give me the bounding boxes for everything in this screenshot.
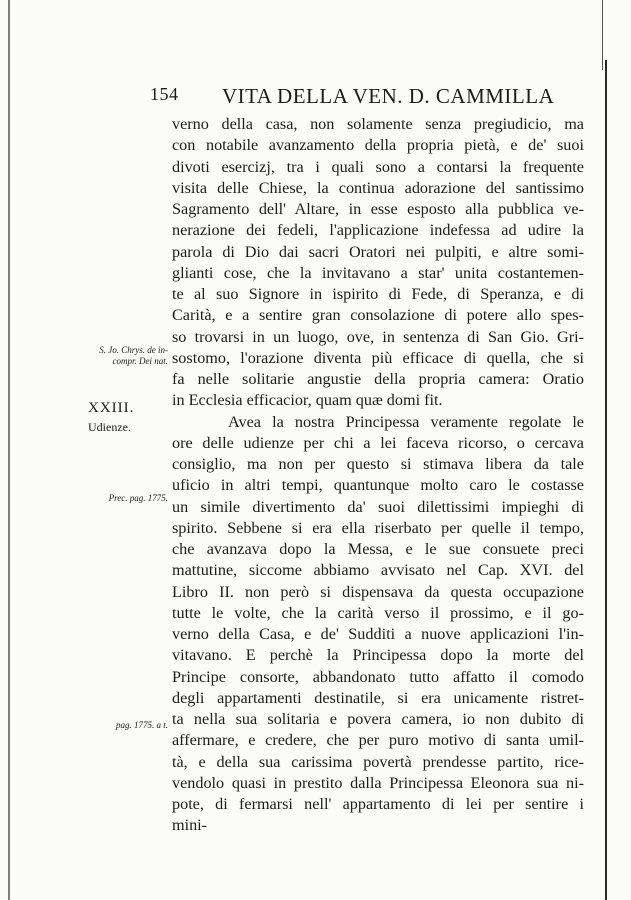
text-line: in Ecclesia efficacior, quam quæ domi fit.: [172, 391, 443, 410]
page-header: [150, 84, 590, 112]
text-line: Carità, e a sentire gran consolazione di potere allo spes-: [172, 306, 584, 325]
text-line: te al suo Signore in ispirito di Fede, di Speranza, e di: [172, 285, 584, 303]
text-line: con notabile avanzamento della propria pietà, e de' suoi: [172, 136, 584, 155]
margin-note-line: S. Jo. Chrys. de in-: [99, 345, 168, 355]
text-line: Sagramento dell' Altare, in esse esposto alla pubblica ve-: [172, 200, 584, 218]
page-right-edge: [605, 60, 607, 900]
text-line: sostomo, l'orazione diventa più efficace di quella, che si: [172, 348, 584, 367]
text-line: visita delle Chiese, la continua adorazione del santissimo: [172, 178, 584, 197]
margin-note-chrysostom: [20, 345, 168, 367]
text-line: parola di Dio dai sacri Oratori nei pulpiti, e altre somi-: [172, 242, 584, 261]
page-left-edge: [8, 0, 10, 900]
text-line: ore delle udienze per chi a lei faceva ricorso, o cercava: [172, 433, 584, 452]
text-line: vendolo quasi in prestito dalla Principessa Eleonora sua ni-: [172, 773, 584, 792]
section-heading: [88, 399, 168, 437]
text-line: glianti cose, che la invitavano a star' unita costantemen-: [172, 263, 584, 282]
text-line: uficio in altri tempi, quantunque molto caro le costasse: [172, 476, 584, 495]
text-line: ta nella sua solitaria e povera camera, io non dubito di: [172, 710, 584, 728]
text-line: un simile divertimento da' suoi dilettissimi impieghi di: [172, 497, 584, 516]
text-line: Libro II. non però si dispensava da questa occupazione: [172, 582, 584, 601]
section-label: Udienze.: [88, 420, 131, 434]
text-line: Principe consorte, abbandonato tutto affatto il comodo: [172, 667, 584, 686]
body-text: [172, 114, 584, 837]
margin-ref-pag: pag. 1775. a t.: [115, 720, 168, 730]
page-number: 154: [150, 84, 179, 104]
text-line: mattutine, siccome abbiamo avvisato nel Cap. XVI. del: [172, 561, 584, 580]
running-head: VITA DELLA VEN. D. CAMMILLA: [222, 84, 555, 108]
text-line: verno della Casa, e de' Sudditi a nuove applicazioni l'in-: [172, 625, 584, 643]
text-line: che avanzava dopo la Messa, e le sue consuete preci: [172, 540, 584, 558]
text-line: affermare, e credere, che per puro motivo di santa umil-: [172, 731, 584, 750]
text-line: Avea la nostra Principessa veramente regolate le: [228, 412, 584, 431]
margin-note-line: compr. Dei nat.: [112, 356, 168, 366]
text-line: vitavano. E perchè la Principessa dopo la morte del: [172, 646, 584, 665]
margin-ref-prec: Prec. pag. 1775.: [108, 493, 168, 503]
text-line: tà, e della sua carissima povertà prendesse partito, rice-: [172, 752, 584, 771]
text-line: fa nelle solitarie angustie della propria camera: Oratio: [172, 370, 584, 388]
text-line: verno della casa, non solamente senza pregiudicio, ma: [172, 115, 584, 133]
text-line: consiglio, ma non per questo si stimava libera da tale: [172, 455, 584, 473]
text-line: pote, di fermarsi nell' appartamento di lei per sentire i: [172, 795, 584, 813]
text-line: degli appartamenti destinatile, si era unicamente ristret-: [172, 688, 584, 707]
text-line: nerazione dei fedeli, l'applicazione indefessa ad udire la: [172, 221, 584, 240]
page-fold-line: [602, 0, 603, 70]
text-line: so trovarsi in un luogo, ove, in sentenza di San Gio. Gri-: [172, 327, 584, 346]
text-line: tutte le volte, che la carità verso il prossimo, e il go-: [172, 603, 584, 622]
text-line: divoti esercizj, tra i quali sono a contarsi la frequente: [172, 157, 584, 176]
text-line: spirito. Sebbene si era ella riserbato per quelle il tempo,: [172, 518, 584, 537]
text-line: mini-: [172, 816, 208, 835]
section-number: XXIII.: [88, 400, 135, 416]
